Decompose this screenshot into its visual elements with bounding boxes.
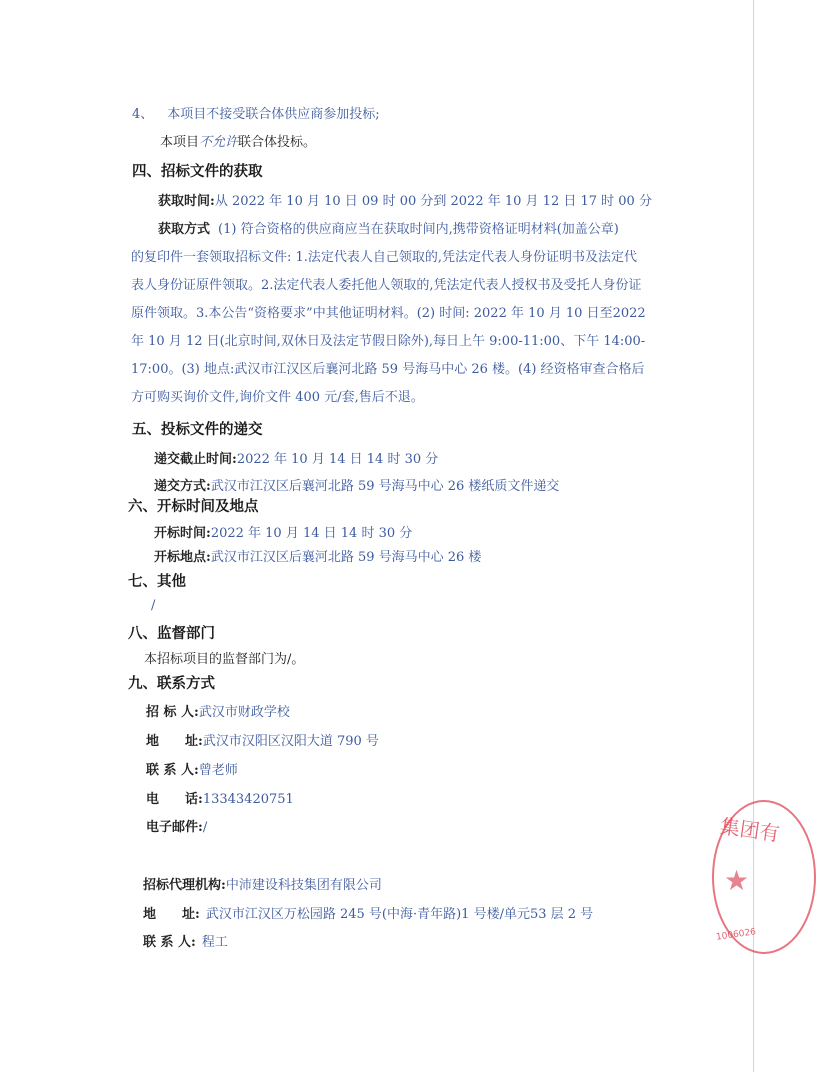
item-4-note-prefix: 本项目: [160, 135, 200, 150]
section-4-method-line-1: 获取方式 (1) 符合资格的供应商应当在获取时间内,携带资格证明材料(加盖公章): [158, 222, 619, 237]
section-4-method-line-5: 年 10 月 12 日(北京时间,双休日及法定节假日除外),每日上午 9:00-11:00、下午 14:00-: [131, 334, 646, 349]
contact-label: 联 系 人:: [146, 763, 199, 778]
agency-contact-row: [143, 934, 228, 952]
section-4-time-label: 获取时间:: [158, 194, 215, 209]
tenderer-row: [146, 704, 290, 722]
seal-number: 1006026: [715, 927, 757, 943]
seal-text: 集团有: [718, 813, 782, 847]
section-5-method: [154, 478, 559, 496]
contact-value: 曾老师: [198, 763, 238, 778]
section-4-time: [158, 193, 652, 211]
contact-row: [146, 762, 238, 780]
tenderer-label: 招 标 人:: [146, 705, 199, 720]
email-label: 电子邮件:: [146, 820, 203, 835]
section-6-time-label: 开标时间:: [154, 526, 211, 541]
section-6-heading: 六、开标时间及地点: [128, 499, 259, 515]
section-8-content: 本招标项目的监督部门为/。: [144, 652, 305, 667]
section-5-deadline: [154, 451, 438, 469]
seal-star-icon: ★: [724, 864, 750, 897]
email-value: /: [202, 820, 208, 835]
section-5-deadline-value: 2022 年 10 月 14 日 14 时 30 分: [236, 452, 439, 467]
section-5-method-label: 递交方式:: [154, 479, 211, 494]
agency-address-value: 武汉市江汉区万松园路 245 号(中海·青年路)1 号楼/单元53 层 2 号: [205, 907, 594, 922]
section-9-heading: 九、联系方式: [128, 676, 215, 692]
section-7-heading: 七、其他: [128, 574, 186, 590]
item-4-line: [132, 106, 380, 124]
section-6-place-value: 武汉市江汉区后襄河北路 59 号海马中心 26 楼: [210, 550, 482, 565]
agency-label: 招标代理机构:: [143, 878, 226, 893]
phone-row: [146, 791, 294, 809]
item-4-note: [160, 134, 316, 152]
section-7-content: /: [151, 598, 156, 613]
section-6-time: [154, 525, 412, 543]
tenderer-value: 武汉市财政学校: [198, 705, 290, 720]
section-4-method-line-3: 表人身份证原件领取。2.法定代表人委托他人领取的,凭法定代表人授权书及受托人身份证: [131, 278, 642, 293]
agency-contact-value: 程工: [201, 935, 228, 950]
agency-address-row: [143, 906, 593, 924]
section-4-method-line-7: 方可购买询价文件,询价文件 400 元/套,售后不退。: [131, 390, 424, 405]
agency-address-label: 地 址:: [143, 907, 200, 922]
agency-value: 中沛建设科技集团有限公司: [225, 878, 382, 893]
phone-label: 电 话:: [146, 792, 203, 807]
section-5-heading: 五、投标文件的递交: [132, 422, 263, 438]
address-row: [146, 733, 379, 751]
address-label: 地 址:: [146, 734, 203, 749]
section-5-method-value: 武汉市江汉区后襄河北路 59 号海马中心 26 楼纸质文件递交: [210, 479, 560, 494]
item-4-note-italic: 不允许: [199, 135, 239, 150]
page-edge: [753, 0, 754, 1072]
section-4-method-label: 获取方式: [158, 222, 211, 237]
section-5-deadline-label: 递交截止时间:: [154, 452, 237, 467]
item-4-number: 4、: [132, 107, 154, 122]
item-4-text: 本项目不接受联合体供应商参加投标;: [167, 107, 380, 122]
agency-contact-label: 联 系 人:: [143, 935, 196, 950]
email-row: [146, 819, 207, 837]
item-4-note-suffix: 联合体投标。: [238, 135, 317, 150]
company-seal: [712, 800, 816, 954]
section-4-heading: 四、招标文件的获取: [132, 164, 263, 180]
section-4-method-line-4: 原件领取。3.本公告“资格要求”中其他证明材料。(2) 时间: 2022 年 10 月 10 日至2022: [131, 306, 646, 321]
section-6-place: [154, 549, 481, 567]
agency-row: [143, 877, 382, 895]
section-6-time-value: 2022 年 10 月 14 日 14 时 30 分: [210, 526, 413, 541]
section-6-place-label: 开标地点:: [154, 550, 211, 565]
phone-value: 13343420751: [202, 792, 294, 807]
address-value: 武汉市汉阳区汉阳大道 790 号: [202, 734, 379, 749]
section-4-method-line-6: 17:00。(3) 地点:武汉市江汉区后襄河北路 59 号海马中心 26 楼。(4) 经资格审查合格后: [131, 362, 645, 377]
section-4-method-line-2: 的复印件一套领取招标文件: 1.法定代表人自己领取的,凭法定代表人身份证明书及法定代: [131, 250, 638, 265]
section-4-time-value: 从 2022 年 10 月 10 日 09 时 00 分到 2022 年 10 月 12 日 17 时 00 分: [214, 194, 652, 209]
section-8-heading: 八、监督部门: [128, 626, 215, 642]
